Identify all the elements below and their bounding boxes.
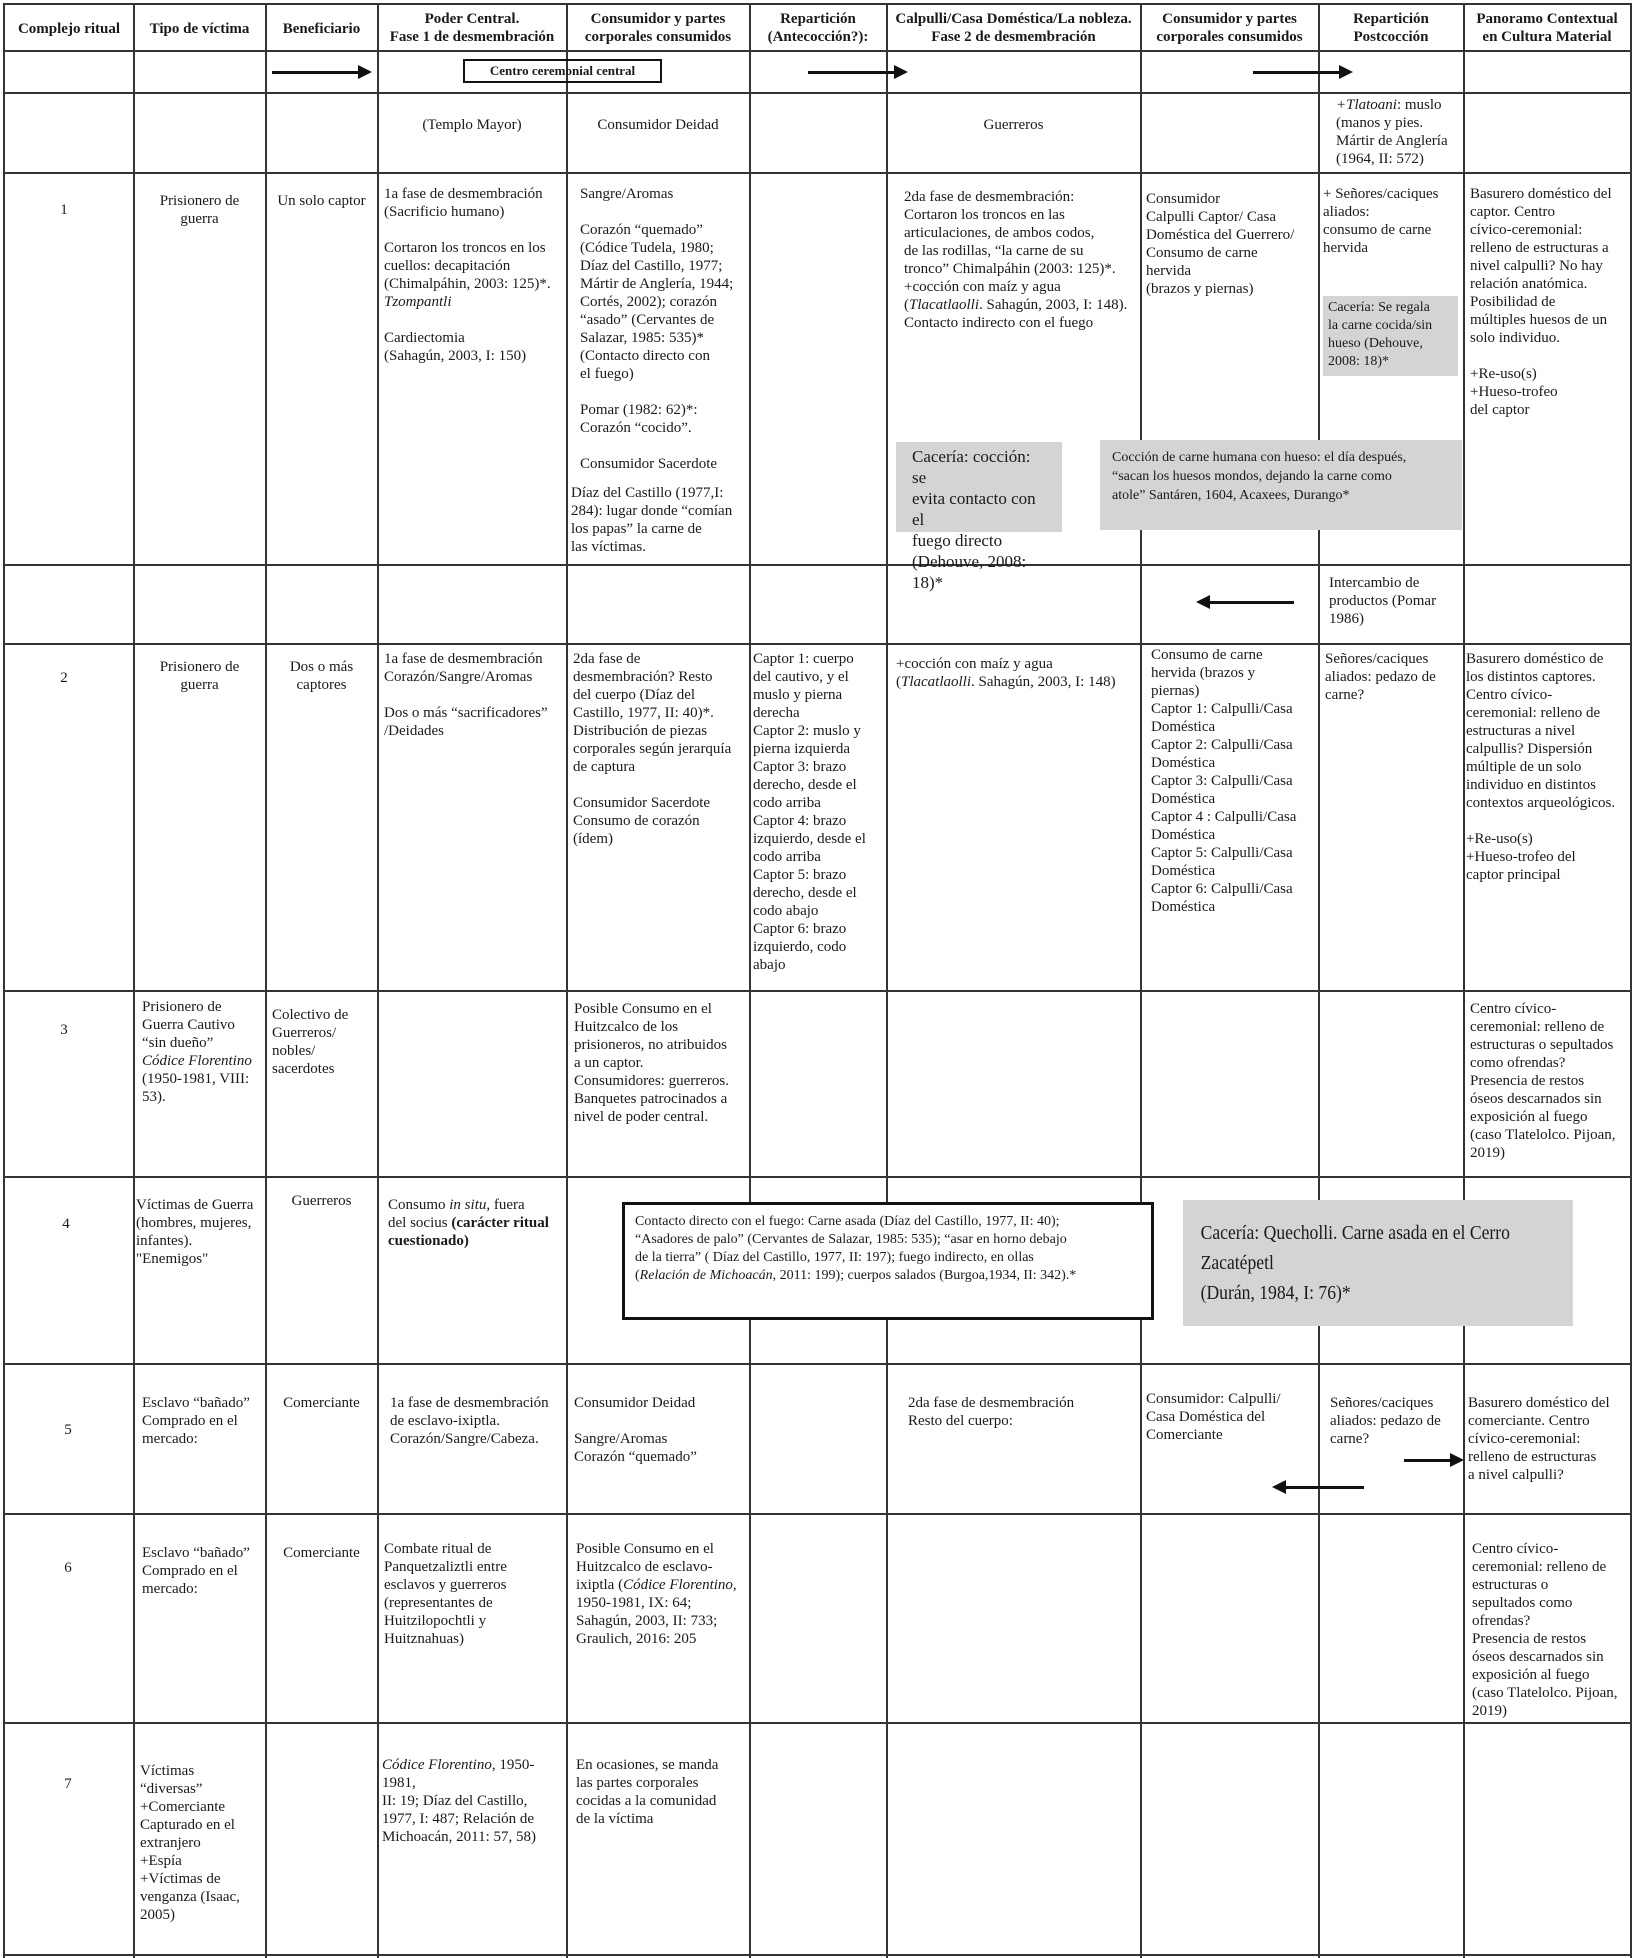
row2-consumidor2: Consumo de carne hervida (brazos y piernas) Captor 1: Calpulli/Casa Doméstica Captor 2: Calpulli/Casa Doméstica Captor 3: Calpulli/Casa Doméstica Captor 4 : Calpulli/Casa Doméstica Captor 5: Calpulli/Casa Doméstica Captor 6: Calpulli/Casa Doméstica (1151, 647, 1297, 915)
row5-consumidor: Consumidor Deidad Sangre/Aromas Corazón “quemado” (574, 1395, 697, 1465)
row2-consumidor: 2da fase de desmembración? Resto del cuerpo (Díaz del Castillo, 1977, II: 40)*. Distribución de piezas corporales según jerarquía de captura Consumidor Sacerdote Consumo de corazón (ídem) (573, 651, 732, 847)
row5-beneficiario: Comerciante (283, 1395, 360, 1411)
grid-hline (3, 1513, 1631, 1515)
grid-hline (3, 1722, 1631, 1724)
row1-fase1-text: 1a fase de desmembración (Sacrificio humano) Cortaron los troncos en los cuellos: decapitación (Chimalpáhin, 2003: 125)*. (384, 186, 551, 292)
row2-panorama: Basurero doméstico de los distintos captores. Centro cívico- ceremonial: relleno de estructuras a nivel calpullis? Dispersión múltiple de un solo individuo en distintos contextos arqueológicos. +Re-uso(s) +Hueso-trofeo del captor principal (1466, 651, 1616, 883)
grid-vline (1318, 3, 1320, 1958)
row7-fase1 (382, 1756, 566, 1846)
grid-hline (3, 1363, 1631, 1365)
row6-consumidor (576, 1540, 749, 1648)
row6-fase1: Combate ritual de Panquetzaliztli entre esclavos y guerreros (representantes de Huitzilopochtli y Huitznahuas) (384, 1541, 507, 1647)
row6-consumidor-italic: Códice Florentino (623, 1577, 733, 1593)
row3-victima-text: Prisionero de Guerra Cautivo “sin dueño” (142, 999, 235, 1051)
row1-fase2 (904, 188, 1140, 332)
row1-caceria-coccion: Cacería: cocción: se evita contacto con el fuego directo (Dehouve, 2008: 18)* (896, 442, 1062, 532)
row-number: 3 (60, 1022, 68, 1038)
consumidor-deidad-label: Consumidor Deidad (597, 117, 719, 133)
grid-vline (265, 3, 267, 1958)
row3-consumidor: Posible Consumo en el Huitzcalco de los prisioneros, no atribuidos a un captor. Consumidores: guerreros. Banquetes patrocinados a nivel de poder central. (574, 1001, 729, 1125)
row1-panorama: Basurero doméstico del captor. Centro cívico-ceremonial: relleno de estructuras a nivel calpulli? No hay relación anatómica. Posibilidad de múltiples huesos de un solo individuo. +Re-uso(s) +Hueso-trofeo del captor (1470, 186, 1612, 418)
grid-vline (133, 3, 135, 1958)
header-consumidor-2: Consumidor y partes corporales consumidos (1156, 11, 1303, 45)
row5-reparticion: Señores/caciques aliados: pedazo de carne? (1330, 1395, 1441, 1447)
row1-beneficiario: Un solo captor (277, 193, 366, 209)
row3-victima (142, 998, 265, 1106)
header-calpulli: Calpulli/Casa Doméstica/La nobleza. Fase 2 de desmembración (895, 11, 1132, 45)
row7-consumidor: En ocasiones, se manda las partes corporales cocidas a la comunidad de la víctima (576, 1757, 719, 1827)
row-number: 4 (62, 1216, 70, 1232)
arrow-left (1272, 1480, 1364, 1494)
row1-tzompantli: Tzompantli (384, 294, 452, 310)
grid-vline (749, 3, 751, 1958)
templo-mayor-label: (Templo Mayor) (422, 117, 522, 133)
tlatoani-rest: : muslo (manos y pies. Mártir de Anglería (1964, II: 572) (1336, 97, 1448, 167)
row3-victima-rest: (1950-1981, VIII: 53). (142, 1071, 250, 1105)
row1-victima: Prisionero de guerra (159, 193, 240, 227)
row5-fase1: 1a fase de desmembración de esclavo-ixiptla. Corazón/Sangre/Cabeza. (390, 1395, 549, 1447)
header-reparticion-ante: Repartición (Antecocción?): (767, 11, 869, 45)
grid-vline (566, 3, 568, 1958)
row2-fase2 (896, 655, 1140, 691)
row1-caceria-regala: Cacería: Se regala la carne cocida/sin hueso (Dehouve, 2008: 18)* (1323, 296, 1458, 376)
row-number: 2 (60, 670, 68, 686)
grid-hline (3, 172, 1631, 174)
row5-fase2: 2da fase de desmembración Resto del cuerpo: (908, 1395, 1075, 1429)
header-reparticion-post: Repartición Postcocción (1353, 11, 1429, 45)
row4-beneficiario: Guerreros (291, 1193, 352, 1209)
arrow-left (1196, 595, 1294, 609)
tlatoani-name: +Tlatoani (1336, 97, 1397, 113)
centro-ceremonial-box: Centro ceremonial central (463, 59, 662, 83)
row4-fase1-bold: (carácter ritual cuestionado) (388, 1215, 549, 1249)
row3-beneficiario: Colectivo de Guerreros/ nobles/ sacerdotes (272, 1007, 349, 1077)
row-number: 7 (64, 1776, 72, 1792)
tlatoani-note (1336, 96, 1464, 168)
grid-hline (3, 50, 1631, 52)
row1-fase1 (384, 185, 564, 365)
header-consumidor-1: Consumidor y partes corporales consumidos (584, 11, 732, 45)
arrow-right (1404, 1453, 1464, 1467)
grid-vline (1140, 3, 1142, 1958)
row2-fase1: 1a fase de desmembración Corazón/Sangre/Aromas Dos o más “sacrificadores” /Deidades (384, 651, 548, 739)
grid-hline (3, 1954, 1631, 1956)
row5-panorama: Basurero doméstico del comerciante. Centro cívico-ceremonial: relleno de estructuras a nivel calpulli? (1468, 1395, 1610, 1483)
row6-victima: Esclavo “bañado” Comprado en el mercado: (142, 1545, 250, 1597)
row4-box-italic: Relación de Michoacán (639, 1268, 773, 1283)
row4-fase1 (388, 1196, 566, 1250)
row6-panorama: Centro cívico- ceremonial: relleno de estructuras o sepultados como ofrendas? Presencia de restos óseos descarnados sin exposición al fuego (caso Tlatelolco. Pijoan, 2019) (1472, 1541, 1618, 1719)
row2-beneficiario: Dos o más captores (289, 659, 354, 693)
row5-victima: Esclavo “bañado” Comprado en el mercado: (142, 1395, 250, 1447)
row-number: 5 (64, 1422, 72, 1438)
row5-consumidor2: Consumidor: Calpulli/ Casa Doméstica del Comerciante (1146, 1391, 1281, 1443)
row1-reparticion: + Señores/caciques aliados: consumo de carne hervida (1323, 186, 1439, 256)
row3-victima-italic: Códice Florentino (142, 1053, 252, 1069)
row4-fase1-text: Consumo (388, 1197, 450, 1213)
grid-hline (3, 564, 1631, 566)
row4-contacto-box (622, 1202, 1154, 1320)
row7-victima: Víctimas “diversas” +Comerciante Capturado en el extranjero +Espía +Víctimas de venganza (Isaac, 2005) (140, 1763, 240, 1923)
grid-hline (3, 990, 1631, 992)
arrow-right (272, 65, 372, 79)
row-number: 6 (64, 1560, 72, 1576)
grid-vline (3, 3, 5, 1958)
guerreros-label: Guerreros (983, 117, 1044, 133)
row-number: 1 (60, 202, 68, 218)
row6-consumidor-text: Posible Consumo en el Huitzcalco de esclavo- ixiptla ( (576, 1541, 714, 1593)
row2-fase2-italic: Tlacatlaolli (901, 674, 972, 690)
header-poder-central: Poder Central. Fase 1 de desmembración (389, 11, 555, 45)
row4-caceria-quecholli: Cacería: Quecholli. Carne asada en el Cerro Zacatépetl (Durán, 1984, I: 76)* (1183, 1200, 1573, 1326)
row1-intercambio: Intercambio de productos (Pomar 1986) (1329, 575, 1437, 627)
arrow-right (1253, 65, 1353, 79)
header-tipo-victima: Tipo de víctima (149, 21, 250, 37)
row1-consumidor2: Consumidor Calpulli Captor/ Casa Doméstica del Guerrero/ Consumo de carne hervida (brazos y piernas) (1146, 191, 1295, 297)
header-panorama: Panoramo Contextual en Cultura Material (1476, 11, 1618, 45)
row2-reparticion-ante: Captor 1: cuerpo del cautivo, y el muslo y pierna derecha Captor 2: muslo y pierna izquierda Captor 3: brazo derecho, desde el codo arriba Captor 4: brazo izquierdo, desde el codo arriba Captor 5: brazo derecho, desde el codo abajo Captor 6: brazo izquierdo, codo abajo (753, 651, 866, 973)
grid-hline (3, 643, 1631, 645)
row1-fase2-rest: . Sahagún, 2003, I: 148). Contacto indirecto con el fuego (904, 297, 1128, 331)
row6-consumidor-rest: , 1950-1981, IX: 64; Sahagún, 2003, II: 733; Graulich, 2016: 205 (576, 1577, 737, 1647)
row2-fase2-text: +cocción con maíz y agua ( (896, 656, 1053, 690)
row4-box-rest: , 2011: 199); cuerpos salados (Burgoa,1934, II: 342).* (772, 1268, 1077, 1283)
row4-fase1-rest: , fuera del socius (388, 1197, 525, 1231)
row4-fase1-italic: in situ (449, 1197, 487, 1213)
row4-victima: Víctimas de Guerra (hombres, mujeres, infantes). "Enemigos" (136, 1197, 254, 1267)
row7-fase1-italic: Códice Florentino (382, 1757, 492, 1773)
header-beneficiario: Beneficiario (282, 21, 361, 37)
row2-victima: Prisionero de guerra (159, 659, 240, 693)
row1-consumidor: Sangre/Aromas Corazón “quemado” (Códice Tudela, 1980; Díaz del Castillo, 1977; Mártir de Anglería, 1944; Cortés, 2002); corazón “asado” (Cervantes de Salazar, 1985: 535)* (Contacto directo con el fuego) Pomar (1982: 62)*: Corazón “cocido”. Consumidor Sacerdote (580, 186, 734, 472)
row1-cardiectomia: Cardiectomia (Sahagún, 2003, I: 150) (384, 330, 527, 364)
row1-consumidor-sacerdote: Díaz del Castillo (1977,I: 284): lugar donde “comían los papas” la carne de las víctimas. (571, 485, 733, 555)
grid-vline (886, 3, 888, 1958)
grid-hline (3, 92, 1631, 94)
header-complejo-ritual: Complejo ritual (17, 21, 121, 37)
grid-hline (3, 1176, 1631, 1178)
arrow-right (808, 65, 908, 79)
row3-panorama: Centro cívico- ceremonial: relleno de estructuras o sepultados como ofrendas? Presencia de restos óseos descarnados sin exposición al fuego (caso Tlatelolco. Pijoan, 2019) (1470, 1001, 1616, 1161)
row1-fase2-italic: Tlacatlaolli (909, 297, 980, 313)
grid-vline (377, 3, 379, 1958)
row1-fase2-text: 2da fase de desmembración: Cortaron los troncos en las articulaciones, de ambos codos, de las rodillas, “la carne de su tronco” Chimalpáhin (2003: 125)*. +cocción con maíz y agua ( (904, 189, 1116, 313)
row1-coccion-hueso: Cocción de carne humana con hueso: el día después, “sacan los huesos mondos, dejando la carne como atole” Santáren, 1604, Acaxees, Durango* (1100, 440, 1462, 530)
row2-fase2-rest: . Sahagún, 2003, I: 148) (971, 674, 1116, 690)
row6-beneficiario: Comerciante (283, 1545, 360, 1561)
row7-fase1-rest: , 1950-1981, II: 19; Díaz del Castillo, 1977, I: 487; Relación de Michoacán, 2011: 57, 58) (382, 1757, 536, 1845)
grid-hline (3, 3, 1631, 5)
grid-vline (1463, 3, 1465, 1958)
row2-reparticion: Señores/caciques aliados: pedazo de carne? (1325, 651, 1436, 703)
row4-box-text: Contacto directo con el fuego: Carne asada (Díaz del Castillo, 1977, II: 40); “Asadores de palo” (Cervantes de Salazar, 1985: 535); “asar en horno debajo de la tierra” ( Díaz del Castillo, 1977, II: 197); fuego indirecto, en ollas ( (635, 1214, 1067, 1283)
